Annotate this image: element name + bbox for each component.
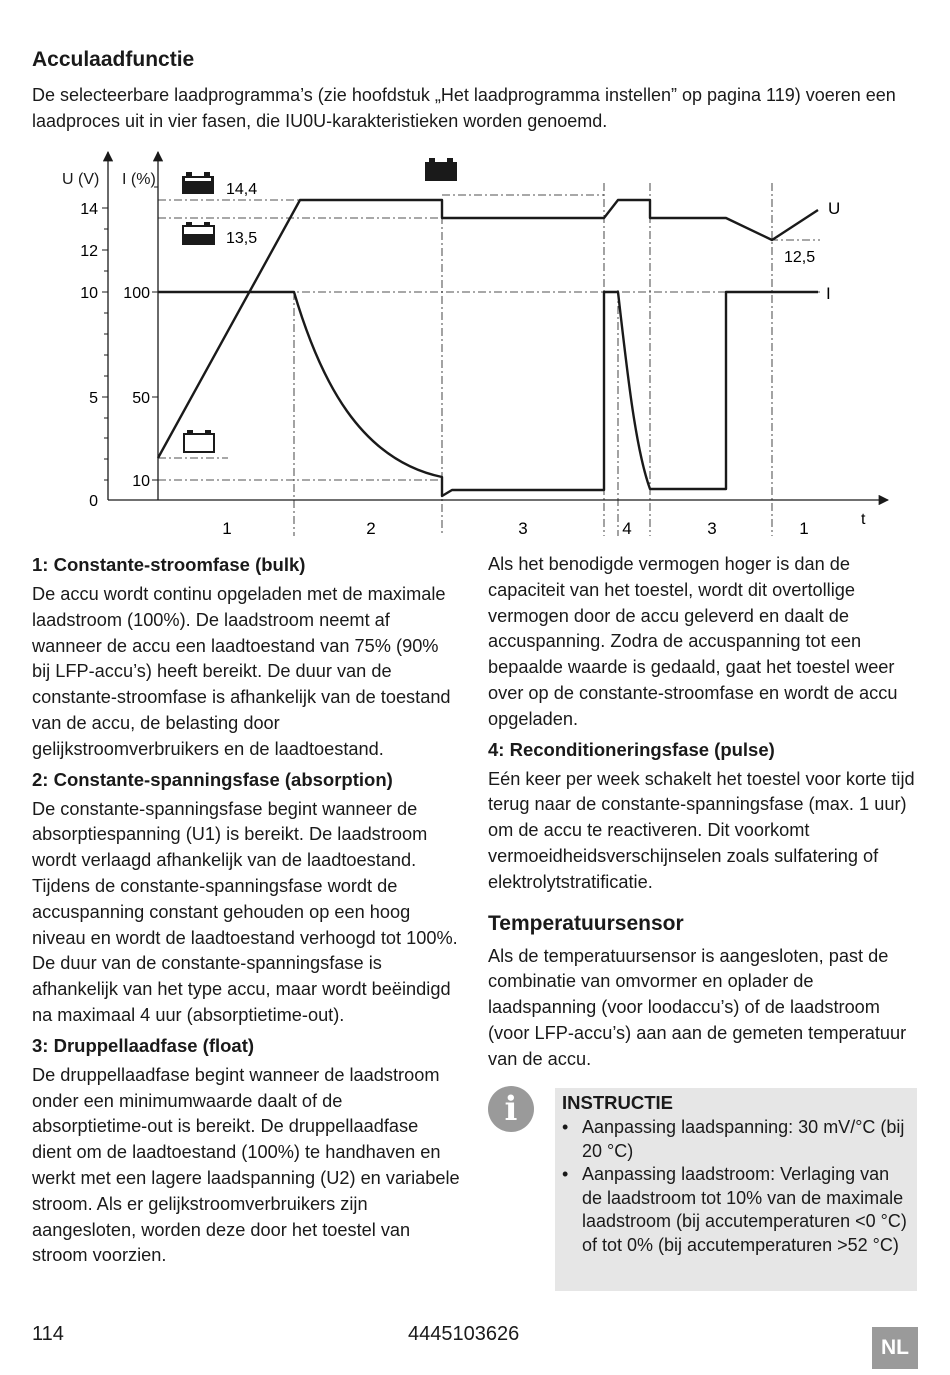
u-tick-label: 10 bbox=[80, 285, 98, 302]
note-list bbox=[562, 1116, 907, 1257]
phase-3-text: De druppellaadfase begint wanneer de laadstroom onder een minimumwaarde daalt of de absorptietime-out is bereikt. De druppellaadfase dient om de laadtoestand (100%) te handhaven en werkt met een lagere laadspanning (U2) en variabele stroom. Als er gelijkstroomverbruikers zijn aangesloten, worden deze door het toestel van stroom voorzien. bbox=[32, 1064, 460, 1266]
phase-label: 3 bbox=[518, 519, 528, 538]
battery-full-icon bbox=[182, 172, 214, 194]
phase-label: 3 bbox=[707, 519, 717, 538]
note-item: • Aanpassing laadspanning: 30 mV/°C (bij 20 °C) bbox=[562, 1116, 907, 1163]
phase-1-text: De accu wordt continu opgeladen met de maximale laadstroom (100%). De laadstroom neemt af wanneer de accu een laadtoestand van 75% (90% bij LFP-accu’s) heeft bereikt. De duur van de constante-stroomfase is afhankelijk van de toestand van de accu, de belasting door gelijkstroomverbruikers en de laadtoestand. bbox=[32, 584, 451, 759]
u-tick-label: 0 bbox=[89, 493, 98, 510]
instruction-note bbox=[555, 1088, 917, 1291]
t-axis-label: t bbox=[861, 511, 866, 528]
u-axis-label: U (V) bbox=[62, 171, 100, 188]
u-tick-label: 12 bbox=[80, 243, 98, 260]
battery-charged-icon bbox=[425, 158, 457, 181]
phase-label: 2 bbox=[366, 519, 376, 538]
intro-paragraph: De selecteerbare laadprogramma’s (zie hoofdstuk „Het laadprogramma instellen” op pagina 119) voeren een laadproces uit in vier fasen, die IU0U-karakteristieken worden genoemd. bbox=[32, 85, 896, 131]
u-tick-label: 14 bbox=[80, 201, 98, 218]
note-title: INSTRUCTIE bbox=[562, 1092, 673, 1113]
i-tick-label: 50 bbox=[132, 390, 150, 407]
phase-2-text: De constante-spanningsfase begint wanneer de absorptiespanning (U1) is bereikt. De laadstroom wordt verlaagd afhankelijk van de laadtoestand. Tijdens de constante-spanningsfase wordt de accuspanning constant gehouden op een hoog niveau en wordt de laadtoestand verhoogd tot 100%. De duur van de constante-spanningsfase is afhankelijk van het type accu, maar wordt beëindigd na maximaal 4 uur (absorptietime-out). bbox=[32, 798, 458, 1025]
info-icon: i bbox=[488, 1086, 534, 1132]
note-item: • Aanpassing laadstroom: Verlaging van de laadstroom tot 10% van de maximale laadstroom (bij accutemperaturen <0 °C) of tot 0% (bij accutemperaturen >52 °C) bbox=[562, 1163, 907, 1257]
phase-1-heading: 1: Constante-stroomfase (bulk) bbox=[32, 554, 306, 575]
series-i-label: I bbox=[826, 284, 831, 303]
temperature-sensor-text: Als de temperatuursensor is aangesloten, past de combinatie van omvormer en oplader de laadspanning (voor loodaccu’s) of de laadstroom (voor LFP-accu’s) aan aan de gemeten temperatuur van de accu. bbox=[488, 945, 907, 1069]
voltage-label-135: 13,5 bbox=[226, 230, 258, 247]
series-u-label: U bbox=[828, 199, 841, 218]
right-column bbox=[488, 552, 920, 1077]
phase-3-heading: 3: Druppellaadfase (float) bbox=[32, 1034, 255, 1056]
left-column bbox=[32, 552, 460, 1273]
phase-label: 1 bbox=[222, 519, 232, 538]
phase-label: 1 bbox=[799, 519, 809, 538]
phase-2-heading: 2: Constante-spanningsfase (absorption) bbox=[32, 768, 393, 790]
section-heading: Acculaadfunctie bbox=[32, 48, 195, 71]
i-tick-label: 100 bbox=[123, 285, 150, 302]
page-number: 114 bbox=[32, 1323, 64, 1345]
phase-4-heading: 4: Reconditioneringsfase (pulse) bbox=[488, 738, 775, 760]
language-badge: NL bbox=[872, 1327, 918, 1369]
charging-phase-chart bbox=[0, 0, 950, 560]
voltage-label-144: 14,4 bbox=[226, 181, 258, 198]
guide-lines bbox=[158, 183, 820, 536]
temperature-sensor-heading: Temperatuursensor bbox=[488, 911, 684, 935]
document-number: 4445103626 bbox=[408, 1323, 520, 1345]
i-curve bbox=[158, 292, 818, 496]
voltage-label-125: 12,5 bbox=[784, 249, 816, 266]
phase-3-continued-text: Als het benodigde vermogen hoger is dan de capaciteit van het toestel, wordt dit overtollige vermogen door de accu geleverd en daalt de accuspanning. Zodra de accuspanning tot een bepaalde waarde is gedaald, gaat het toestel weer over op de constante-stroomfase en wordt de accu opgeladen. bbox=[488, 554, 898, 729]
u-tick-label: 5 bbox=[89, 390, 98, 407]
battery-empty-icon bbox=[184, 430, 214, 452]
i-tick-label: 10 bbox=[132, 473, 150, 490]
phase-4-text: Eén keer per week schakelt het toestel voor korte tijd terug naar de constante-spanningsfase (max. 1 uur) om de accu te reactiveren. Dit voorkomt vermoeidheidsverschijnselen zoals sulfatering of elektrolytstratificatie. bbox=[488, 768, 915, 892]
i-axis-label: I (%) bbox=[122, 171, 156, 188]
phase-label: 4 bbox=[622, 519, 632, 538]
battery-partial-icon bbox=[183, 222, 214, 244]
